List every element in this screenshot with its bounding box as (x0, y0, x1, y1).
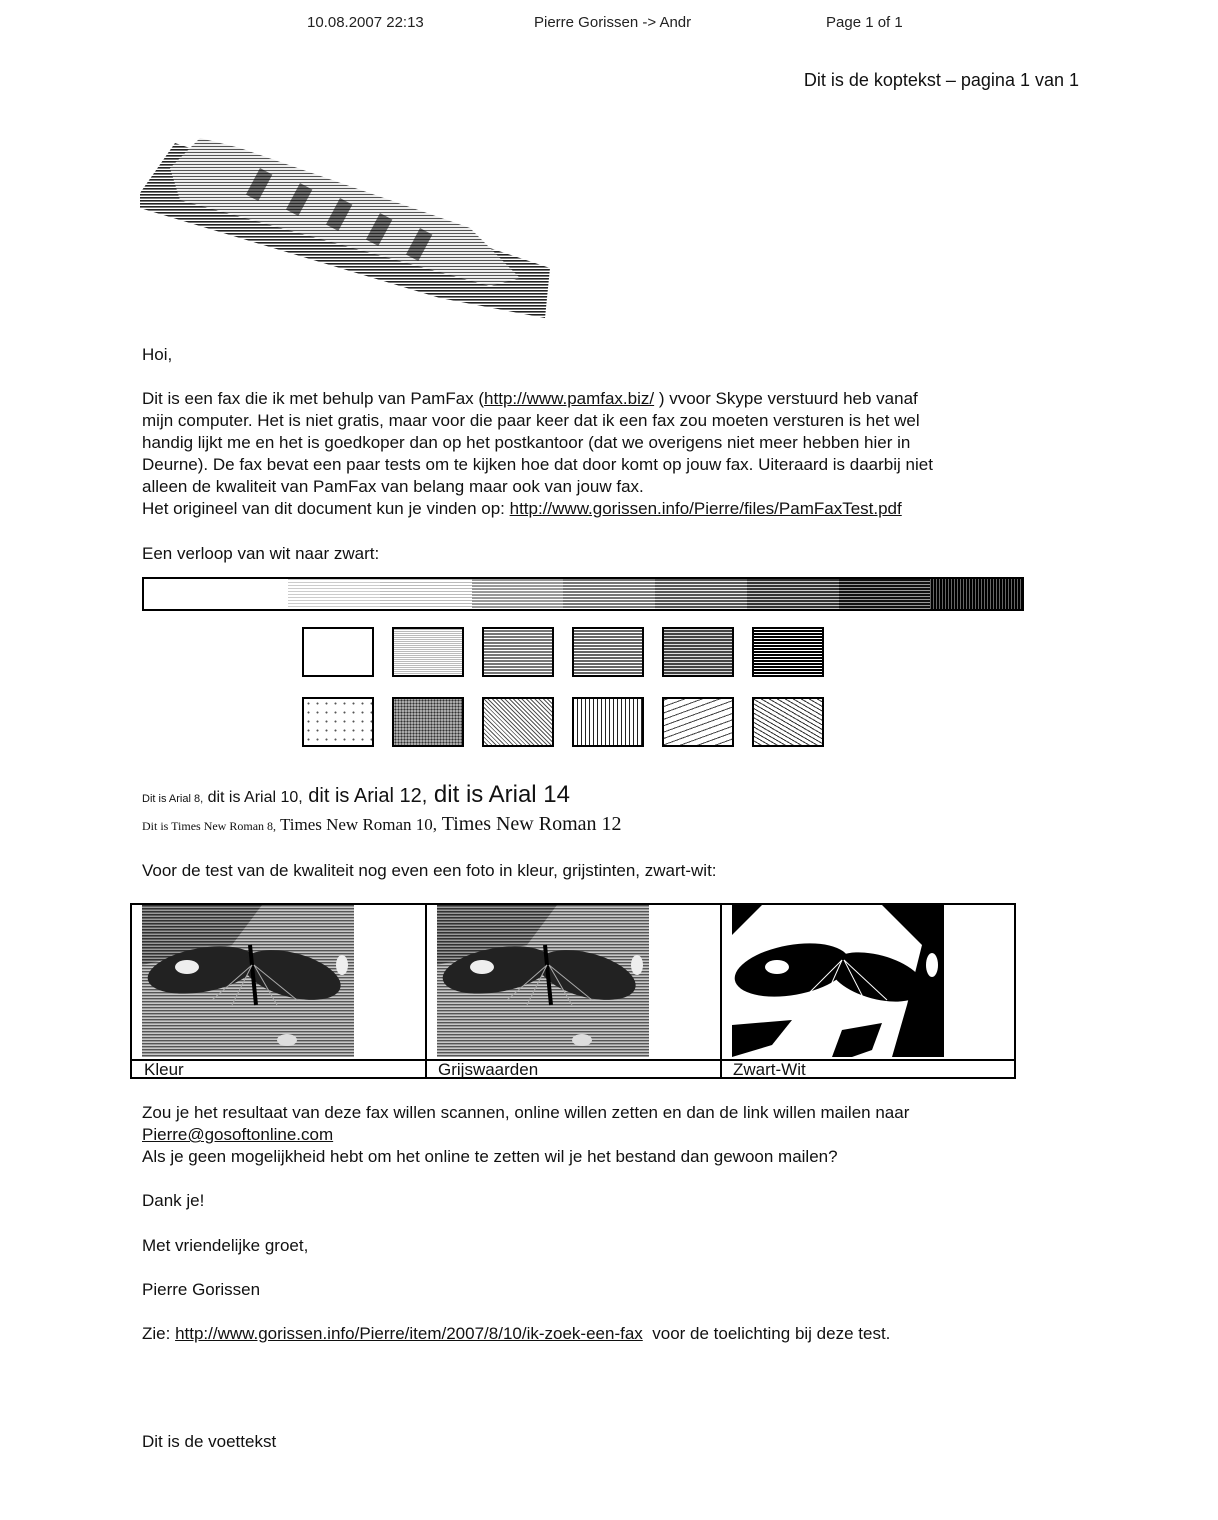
swatch-light-lines (392, 627, 464, 677)
see-prefix: Zie: (142, 1324, 176, 1343)
arial-10-sample: dit is Arial 10, (203, 789, 303, 806)
table-divider (720, 905, 722, 1077)
gradient-label: Een verloop van wit naar zwart: (142, 544, 380, 563)
swatch-medium-lines-2 (572, 627, 644, 677)
greeting: Hoi, (142, 345, 173, 364)
swatch-medium-lines (482, 627, 554, 677)
swatch-black-lines (752, 627, 824, 677)
original-line (142, 498, 1082, 520)
gradient-step (288, 579, 380, 609)
swatch-dense-dots (392, 697, 464, 747)
butterfly-photo-bw (732, 905, 944, 1057)
gradient-step (930, 579, 1022, 609)
intro-line-1 (142, 388, 1082, 410)
photo-table (130, 903, 1016, 1079)
email-link[interactable]: Pierre@gosoftonline.com (142, 1125, 334, 1144)
intro-line-5: alleen de kwaliteit van PamFax van belang maar ook van jouw fax. (142, 477, 644, 496)
original-pdf-link[interactable]: http://www.gorissen.info/Pierre/files/PamFaxTest.pdf (509, 499, 902, 518)
gradient-step (655, 579, 747, 609)
caption-color: Kleur (144, 1060, 184, 1079)
request-paragraph (142, 1102, 1102, 1168)
gradient-step (563, 579, 655, 609)
intro-line-4: Deurne). De fax bevat een paar tests om te kijken hoe dat door komt op jouw fax. Uiteraard is daarbij niet (142, 455, 933, 474)
photo-intro: Voor de test van de kwaliteit nog even een foto in kleur, grijstinten, zwart-wit: (142, 861, 717, 880)
arial-12-sample: dit is Arial 12, (302, 785, 428, 807)
swatch-dots (302, 697, 374, 747)
document-footer: Dit is de voettekst (142, 1432, 277, 1451)
gradient-step (144, 579, 288, 609)
butterfly-photo-grayscale (437, 905, 649, 1057)
request-line-1: Zou je het resultaat van deze fax willen scannen, online willen zetten en dan de link willen mailen naar (142, 1103, 910, 1122)
times-font-test (142, 810, 622, 840)
swatch-waves (662, 697, 734, 747)
butterfly-photo-color (142, 905, 354, 1057)
see-line (142, 1323, 890, 1345)
fax-from-to: Pierre Gorissen -> Andr (534, 14, 692, 31)
intro-line-3: handig lijkt me en het is goedkoper dan op het postkantoor (dat we overigens niet meer hebben hier in (142, 433, 911, 452)
swatch-solid-white (302, 627, 374, 677)
intro-text-cont: ) vvoor Skype verstuurd heb vanaf (654, 389, 918, 408)
intro-paragraph (142, 388, 1082, 520)
times-12-sample: Times New Roman 12 (437, 813, 622, 835)
arial-font-test (142, 780, 570, 814)
see-suffix: voor de toelichting bij deze test. (642, 1324, 891, 1343)
signature: Pierre Gorissen (142, 1280, 261, 1299)
intro-line-2: mijn computer. Het is niet gratis, maar voor die paar keer dat ik een fax zou moeten versturen is het wel (142, 411, 920, 430)
times-8-sample: Dit is Times New Roman 8, (142, 819, 277, 833)
blog-link[interactable]: http://www.gorissen.info/Pierre/item/2007/8/10/ik-zoek-een-fax (175, 1324, 643, 1343)
arial-8-sample: Dit is Arial 8, (142, 793, 204, 805)
gradient-step (472, 579, 564, 609)
fax-timestamp: 10.08.2007 22:13 (307, 14, 424, 31)
document-header: Dit is de koptekst – pagina 1 van 1 (803, 70, 1079, 90)
fax-page-number: Page 1 of 1 (826, 14, 903, 31)
thanks-text: Dank je! (142, 1191, 205, 1210)
caption-divider (132, 1059, 1014, 1061)
arial-14-sample: dit is Arial 14 (427, 781, 570, 808)
table-divider (425, 905, 427, 1077)
intro-text: Dit is een fax die ik met behulp van PamFax ( (142, 389, 485, 408)
caption-grayscale: Grijswaarden (438, 1060, 539, 1079)
gradient-step (747, 579, 839, 609)
swatch-diagonal (482, 697, 554, 747)
wordart-logo (140, 128, 560, 328)
swatch-vertical-lines (572, 697, 644, 747)
gradient-step (380, 579, 472, 609)
swatch-zigzag (752, 697, 824, 747)
pamfax-link[interactable]: http://www.pamfax.biz/ (484, 389, 655, 408)
gradient-bar (142, 577, 1024, 611)
gradient-step (839, 579, 931, 609)
original-text: Het origineel van dit document kun je vinden op: (142, 499, 510, 518)
regards-text: Met vriendelijke groet, (142, 1236, 309, 1255)
caption-bw: Zwart-Wit (733, 1060, 806, 1079)
times-10-sample: Times New Roman 10, (276, 815, 438, 834)
request-line-2: Als je geen mogelijkheid hebt om het online te zetten wil je het bestand dan gewoon mailen? (142, 1147, 838, 1166)
swatch-dark-lines (662, 627, 734, 677)
